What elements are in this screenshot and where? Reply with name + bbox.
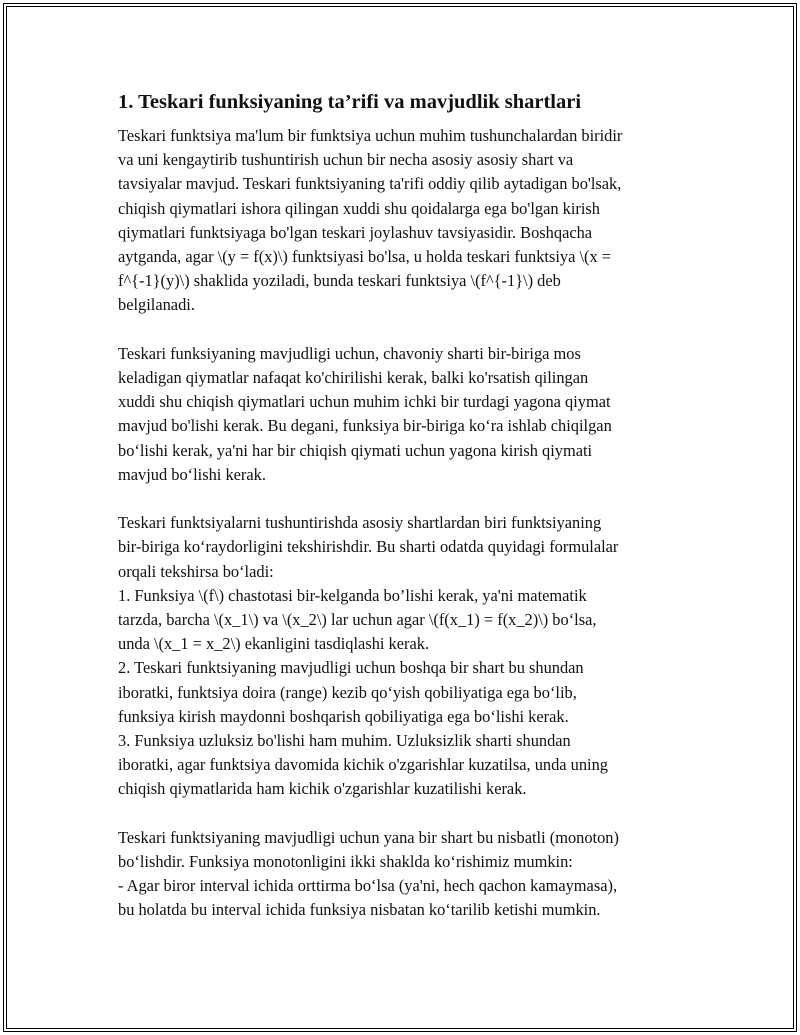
- text-line: va uni kengaytirib tushuntirish uchun bir necha asosiy asosiy shart va: [118, 150, 574, 170]
- text-line: bu holatda bu interval ichida funksiya nisbatan ko‘tarilib ketishi mumkin.: [118, 900, 601, 920]
- text-line: chiqish qiymatlari ishora qilingan xuddi shu qoidalarga ega bo'lgan kirish: [118, 198, 600, 218]
- text-line: keladigan qiymatlar nafaqat ko'chirilishi kerak, balki ko'rsatish qilingan: [118, 368, 589, 388]
- text-line: tavsiyalar mavjud. Teskari funktsiyaning ta'rifi oddiy qilib aytadigan bo'lsak,: [118, 174, 622, 194]
- text-line: unda \(x_1 = x_2\) ekanligini tasdiqlashi kerak.: [118, 634, 430, 654]
- text-line: chiqish qiymatlarida ham kichik o'zgarishlar kuzatilishi kerak.: [118, 779, 527, 799]
- text-line: iboratki, agar funktsiya davomida kichik o'zgarishlar kuzatilsa, unda uning: [118, 755, 608, 775]
- paragraph-monotonic: [118, 826, 690, 923]
- text-line: 2. Teskari funktsiyaning mavjudligi uchun boshqa bir shart bu shundan: [118, 658, 584, 678]
- text-line: bo‘lishi kerak, ya'ni har bir chiqish qiymati uchun yagona kirish qiymati: [118, 440, 593, 460]
- text-line: qiymatlari funktsiyaga bo'lgan teskari joylashuv tavsiyasidir. Boshqacha: [118, 222, 593, 242]
- text-line: belgilanadi.: [118, 295, 195, 315]
- text-line: bo‘lishdir. Funksiya monotonligini ikki shaklda ko‘rishimiz mumkin:: [118, 852, 573, 872]
- text-line: f^{-1}(y)\) shaklida yoziladi, bunda teskari funktsiya \(f^{-1}\) deb: [118, 271, 561, 291]
- text-line: aytganda, agar \(y = f(x)\) funktsiyasi bo'lsa, u holda teskari funktsiya \(x =: [118, 247, 611, 267]
- text-line: bir-biriga ko‘raydorligini tekshirishdir. Bu sharti odatda quyidagi formulalar: [118, 537, 619, 557]
- paragraph-existence: [118, 342, 690, 487]
- text-line: 3. Funksiya uzluksiz bo'lishi ham muhim. Uzluksizlik sharti shundan: [118, 731, 571, 751]
- text-line: iboratki, funktsiya doira (range) kezib qo‘yish qobiliyatiga ega bo‘lib,: [118, 682, 577, 702]
- text-line: Teskari funksiyaning mavjudligi uchun, chavoniy sharti bir-biriga mos: [118, 343, 581, 363]
- text-line: 1. Funksiya \(f\) chastotasi bir-kelganda bo’lishi kerak, ya'ni matematik: [118, 585, 587, 605]
- text-line: xuddi shu chiqish qiymatlari uchun muhim ichki bir turdagi yagona qiymat: [118, 392, 611, 412]
- text-line: - Agar biror interval ichida orttirma bo‘lsa (ya'ni, hech qachon kamaymasa),: [118, 876, 618, 896]
- text-line: Teskari funktsiya ma'lum bir funktsiya uchun muhim tushunchalardan biridir: [118, 126, 623, 145]
- paragraph-conditions: [118, 511, 690, 801]
- section-heading: 1. Teskari funksiyaning ta’rifi va mavjudlik shartlari: [118, 91, 582, 113]
- paragraph-definition: [118, 124, 690, 318]
- text-line: mavjud bo‘lishi kerak.: [118, 464, 266, 484]
- text-line: mavjud bo'lishi kerak. Bu degani, funksiya bir-biriga ko‘ra ishlab chiqilgan: [118, 416, 612, 436]
- text-line: Teskari funktsiyaning mavjudligi uchun yana bir shart bu nisbatli (monoton): [118, 827, 619, 847]
- text-line: tarzda, barcha \(x_1\) va \(x_2\) lar uchun agar \(f(x_1) = f(x_2)\) bo‘lsa,: [118, 610, 597, 630]
- text-line: Teskari funktsiyalarni tushuntirishda asosiy shartlardan biri funktsiyaning: [118, 513, 602, 533]
- document-body: [118, 88, 690, 947]
- text-line: orqali tekshirsa bo‘ladi:: [118, 561, 274, 581]
- text-line: funksiya kirish maydonni boshqarish qobiliyatiga ega bo‘lishi kerak.: [118, 706, 569, 726]
